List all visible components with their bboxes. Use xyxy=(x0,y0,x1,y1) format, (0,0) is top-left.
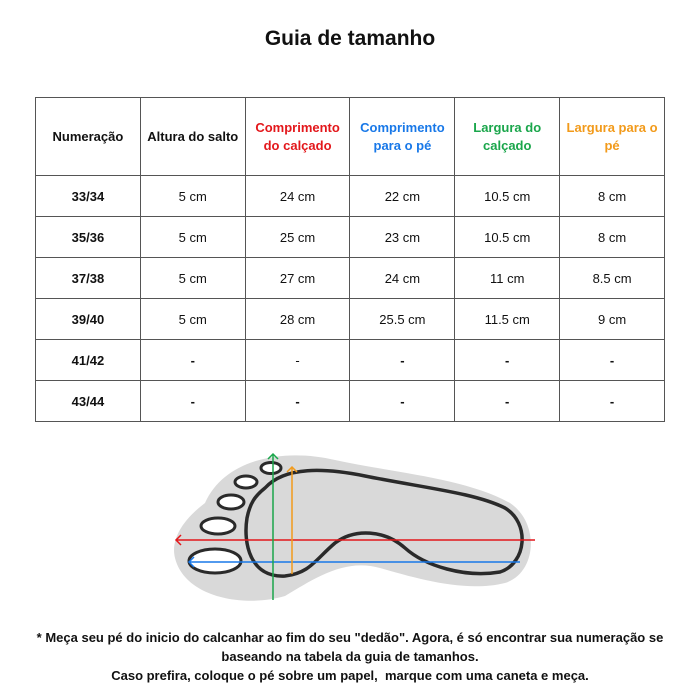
measurement-note xyxy=(20,628,680,685)
toe-5 xyxy=(261,463,281,474)
table-cell: - xyxy=(455,381,560,422)
foot-measurement-diagram xyxy=(165,448,545,608)
table-cell: 5 cm xyxy=(140,258,245,299)
header-altura-salto: Altura do salto xyxy=(140,98,245,176)
table-row xyxy=(36,381,665,422)
table-cell: - xyxy=(245,340,350,381)
table-cell: - xyxy=(350,340,455,381)
note-line-2: baseando na tabela da guia de tamanhos. xyxy=(221,649,479,664)
page-title: Guia de tamanho xyxy=(264,27,436,50)
table-cell: 8 cm xyxy=(560,217,665,258)
toe-2 xyxy=(201,518,235,534)
table-row xyxy=(36,258,665,299)
header-comprimento-calcado: Comprimento do calçado xyxy=(245,98,350,176)
table-cell: 5 cm xyxy=(140,299,245,340)
toe-3 xyxy=(218,495,244,509)
toe-4 xyxy=(235,476,257,488)
table-cell: - xyxy=(140,381,245,422)
size-table xyxy=(35,97,665,422)
table-cell: 24 cm xyxy=(350,258,455,299)
table-cell: 28 cm xyxy=(245,299,350,340)
table-row xyxy=(36,340,665,381)
table-cell: 11 cm xyxy=(455,258,560,299)
header-numeracao: Numeração xyxy=(36,98,141,176)
table-cell: 43/44 xyxy=(36,381,141,422)
table-cell: - xyxy=(140,340,245,381)
table-cell: 11.5 cm xyxy=(455,299,560,340)
table-cell: - xyxy=(455,340,560,381)
table-cell: 27 cm xyxy=(245,258,350,299)
table-cell: 9 cm xyxy=(560,299,665,340)
header-comprimento-pe: Comprimento para o pé xyxy=(350,98,455,176)
note-line-3: Caso prefira, coloque o pé sobre um papel, marque com uma caneta e meça. xyxy=(111,668,589,683)
table-cell: 39/40 xyxy=(36,299,141,340)
table-cell: 8.5 cm xyxy=(560,258,665,299)
toe-1 xyxy=(189,549,241,573)
table-cell: - xyxy=(245,381,350,422)
table-header-row xyxy=(36,98,665,176)
table-cell: 22 cm xyxy=(350,176,455,217)
table-cell: 5 cm xyxy=(140,176,245,217)
table-row xyxy=(36,299,665,340)
table-cell: 24 cm xyxy=(245,176,350,217)
table-cell: - xyxy=(560,340,665,381)
table-cell: 10.5 cm xyxy=(455,217,560,258)
table-cell: - xyxy=(560,381,665,422)
table-cell: 8 cm xyxy=(560,176,665,217)
table-cell: 41/42 xyxy=(36,340,141,381)
table-row xyxy=(36,176,665,217)
table-cell: 33/34 xyxy=(36,176,141,217)
header-largura-calcado: Largura do calçado xyxy=(455,98,560,176)
table-cell: 5 cm xyxy=(140,217,245,258)
table-cell: 23 cm xyxy=(350,217,455,258)
header-largura-pe: Largura para o pé xyxy=(560,98,665,176)
table-cell: 25 cm xyxy=(245,217,350,258)
table-row xyxy=(36,217,665,258)
note-line-1: * Meça seu pé do inicio do calcanhar ao fim do seu "dedão". Agora, é só encontrar sua numeração se xyxy=(36,630,664,645)
table-cell: 10.5 cm xyxy=(455,176,560,217)
table-cell: - xyxy=(350,381,455,422)
table-cell: 25.5 cm xyxy=(350,299,455,340)
table-cell: 35/36 xyxy=(36,217,141,258)
table-cell: 37/38 xyxy=(36,258,141,299)
